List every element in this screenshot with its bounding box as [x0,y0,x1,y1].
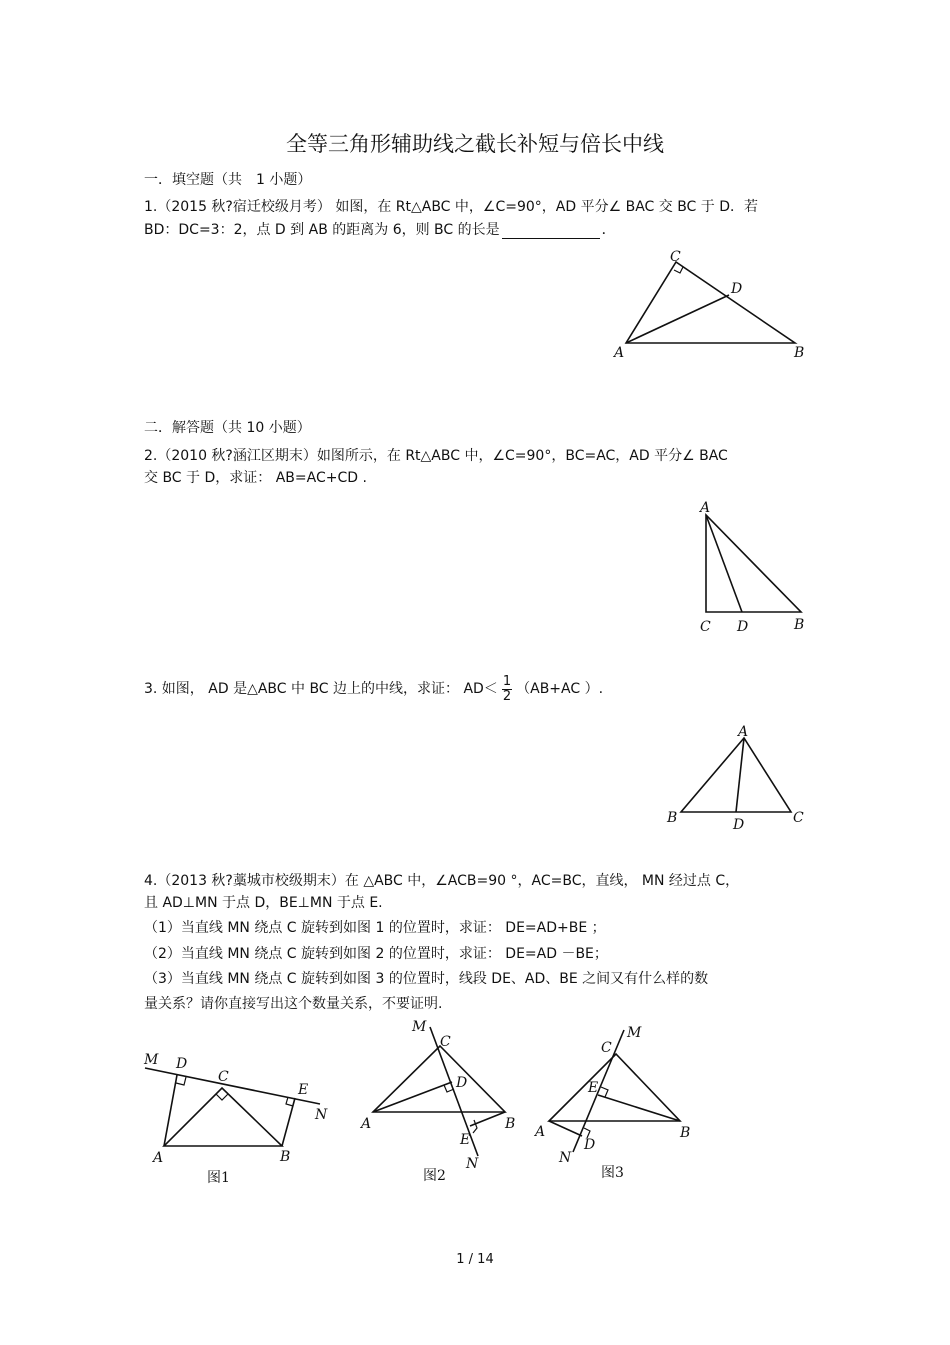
fig3-label-n: N [559,1150,572,1166]
q4-text-line4: （2）当直线 MN 绕点 C 旋转到如图 2 的位置时，求证： DE=AD －BE； [144,946,608,962]
fig3-triangle-abc [549,1054,680,1121]
page-number: 1 / 14 [456,1252,494,1267]
fig1-label-n: N [315,1107,328,1123]
q1-text-line1: 1.（2015 秋?宿迁校级月考） 如图，在 Rt△ABC 中，∠C=90°，AD 平分∠ BAC 交 BC 于 D．若 [144,199,759,215]
q1-label-c: C [670,249,681,265]
fig2-label-n: N [466,1156,479,1172]
q3-fraction-numerator: 1 [502,673,512,689]
fig3-label-m: M [627,1025,642,1041]
section-fill-in-heading: 一．填空题（共 1 小题） [144,172,312,188]
fig2-caption: 图2 [423,1168,446,1184]
fig2-label-e: E [460,1132,471,1148]
q2-label-c: C [700,619,711,635]
q1-label-b: B [794,345,805,361]
fig1-label-m: M [144,1052,159,1068]
q4-text-line6: 量关系？请你直接写出这个数量关系，不要证明. [144,996,443,1012]
q3-text-main: 3. 如图， AD 是△ABC 中 BC 边上的中线，求证： AD＜ [144,681,498,697]
fig1-caption: 图1 [207,1170,230,1186]
q3-fraction-denominator: 2 [502,688,512,704]
fig2-label-m: M [412,1019,427,1035]
q4-text-line2: 且 AD⊥MN 于点 D，BE⊥MN 于点 E. [144,895,383,911]
q2-label-b: B [794,617,805,633]
fig1-label-c: C [218,1069,229,1085]
q3-label-c: C [793,810,804,826]
fig1-label-d: D [176,1056,188,1072]
fig3-label-b: B [680,1125,691,1141]
section-solution-heading: 二．解答题（共 10 小题） [144,420,311,436]
fig3-segment-ad [549,1121,582,1136]
fig2-label-d: D [456,1075,468,1091]
q1-text-line2-end: ． [601,222,616,238]
fig3-line-mn [573,1030,624,1152]
q4-text-line1: 4.（2013 秋?藁城市校级期末）在 △ABC 中，∠ACB=90 °，AC=BC，直线， MN 经过点 C， [144,873,740,889]
fig1-label-a: A [153,1150,164,1166]
q1-label-a: A [614,345,625,361]
q1-label-d: D [731,281,743,297]
fig3-label-a: A [535,1124,546,1140]
q2-text-line2: 交 BC 于 D，求证： AB=AC+CD . [144,470,367,486]
q4-text-line3: （1）当直线 MN 绕点 C 旋转到如图 1 的位置时，求证： DE=AD+BE ； [144,920,606,936]
q3-text-end: （AB+AC ）. [516,681,604,697]
q1-text-line2-main: BD：DC=3：2，点 D 到 AB 的距离为 6，则 BC 的长是 [144,222,500,238]
fig1-label-e: E [298,1082,309,1098]
fig2-label-c: C [440,1034,451,1050]
q2-label-a: A [700,500,711,516]
fig3-caption: 图3 [601,1165,624,1181]
fig3-label-e: E [588,1080,599,1096]
q2-text-line1: 2.（2010 秋?涵江区期末）如图所示，在 Rt△ABC 中，∠C=90°，BC=AC，AD 平分∠ BAC [144,448,728,464]
fig3-label-c: C [601,1040,612,1056]
fig1-label-b: B [280,1149,291,1165]
q2-label-d: D [737,619,749,635]
fig2-label-a: A [361,1116,372,1132]
q3-label-a: A [738,724,749,740]
fig2-label-b: B [505,1116,516,1132]
q4-text-line5: （3）当直线 MN 绕点 C 旋转到如图 3 的位置时，线段 DE、AD、BE 之间又有什么样的数 [144,971,709,987]
q3-label-b: B [667,810,678,826]
page-title: 全等三角形辅助线之截长补短与倍长中线 [286,132,664,156]
q3-label-d: D [733,817,745,833]
fig3-label-d: D [584,1137,596,1153]
